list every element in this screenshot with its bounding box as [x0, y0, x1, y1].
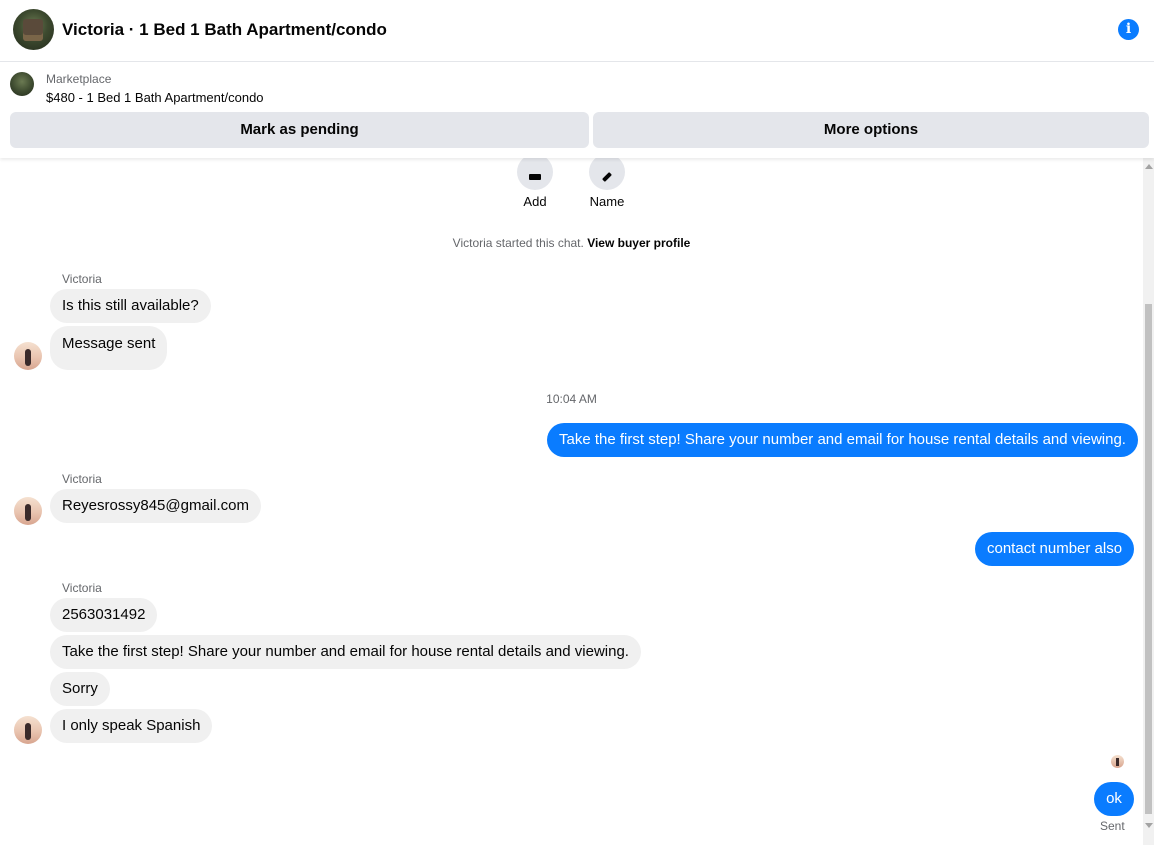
add-action[interactable]	[517, 176, 553, 209]
more-options-button[interactable]: More options	[593, 112, 1149, 148]
sender-name: Victoria	[62, 581, 102, 595]
listing-title[interactable]: $480 - 1 Bed 1 Bath Apartment/condo	[46, 90, 264, 105]
scroll-up-arrow-icon[interactable]	[1145, 164, 1153, 169]
chat-scrollbar[interactable]	[1143, 158, 1154, 845]
scroll-down-arrow-icon[interactable]	[1145, 823, 1153, 828]
outgoing-message[interactable]: ok	[1094, 782, 1134, 816]
avatar[interactable]	[14, 342, 42, 370]
avatar[interactable]	[14, 497, 42, 525]
listing-panel	[0, 62, 1154, 158]
name-action-label: Name	[589, 194, 625, 209]
add-action-label: Add	[523, 194, 547, 209]
outgoing-message[interactable]: Take the first step! Share your number and email for house rental details and viewing.	[547, 423, 1138, 457]
incoming-message[interactable]: 2563031492	[50, 598, 157, 632]
incoming-message[interactable]: Is this still available?	[50, 289, 211, 323]
sender-name: Victoria	[62, 272, 102, 286]
outgoing-message[interactable]: contact number also	[975, 532, 1134, 566]
conversation-header	[0, 0, 1154, 62]
incoming-message[interactable]: I only speak Spanish	[50, 709, 212, 743]
info-icon[interactable]: i	[1118, 19, 1139, 40]
sent-status: Sent	[1100, 819, 1125, 833]
listing-source: Marketplace	[46, 72, 112, 86]
incoming-message[interactable]: Sorry	[50, 672, 110, 706]
chat-started-text: Victoria started this chat.	[452, 236, 584, 250]
conversation-title[interactable]: Victoria · 1 Bed 1 Bath Apartment/condo	[62, 20, 387, 39]
incoming-message[interactable]: Message sent	[50, 326, 167, 370]
add-icon[interactable]	[517, 158, 553, 190]
message-thread	[0, 158, 1143, 845]
seen-indicator-avatar	[1111, 755, 1124, 768]
sender-name: Victoria	[62, 472, 102, 486]
message-timestamp: 10:04 AM	[546, 392, 597, 406]
chat-started-notice	[0, 236, 1143, 250]
scrollbar-thumb[interactable]	[1145, 304, 1152, 814]
incoming-message[interactable]: Take the first step! Share your number and email for house rental details and viewing.	[50, 635, 641, 669]
pencil-icon[interactable]	[589, 158, 625, 190]
listing-avatar[interactable]	[13, 9, 54, 50]
view-buyer-profile-link[interactable]: View buyer profile	[587, 236, 691, 250]
incoming-message[interactable]: Reyesrossy845@gmail.com	[50, 489, 261, 523]
name-action[interactable]	[589, 176, 625, 209]
avatar[interactable]	[14, 716, 42, 744]
mark-as-pending-button[interactable]: Mark as pending	[10, 112, 589, 148]
listing-thumbnail[interactable]	[10, 72, 34, 96]
